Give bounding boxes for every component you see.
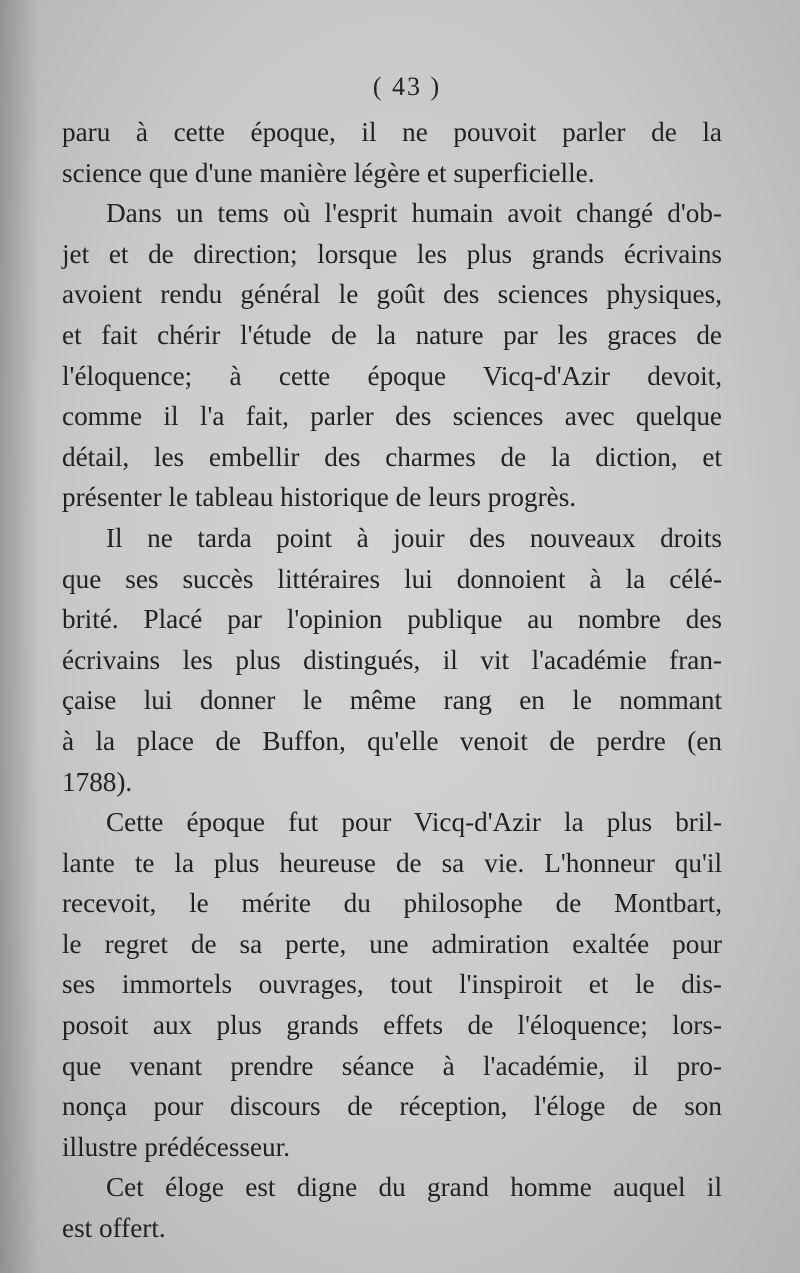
page-number: ( 43 ): [372, 72, 442, 101]
text-line: nonça pour discours de réception, l'éloge de son: [62, 1091, 722, 1122]
text-line: présenter le tableau historique de leurs progrès.: [62, 482, 577, 513]
text-line: jet et de direction; lorsque les plus grands écrivains: [62, 238, 722, 269]
text-line: écrivains les plus distingués, il vit l'académie fran-: [62, 644, 722, 675]
text-line: recevoit, le mérite du philosophe de Montbart,: [62, 888, 722, 919]
text-line: à la place de Buffon, qu'elle venoit de perdre (en: [62, 725, 722, 756]
text-line: que venant prendre séance à l'académie, il pro-: [62, 1050, 722, 1081]
paragraph-3: [62, 518, 722, 802]
text-line: comme il l'a fait, parler des sciences avec quelque: [62, 401, 722, 432]
text-line: paru à cette époque, il ne pouvoit parler de la: [62, 117, 722, 147]
text-line: Cet éloge est digne du grand homme auquel il: [106, 1172, 722, 1203]
text-line: illustre prédécesseur.: [62, 1131, 290, 1162]
text-line: ses immortels ouvrages, tout l'inspiroit et le dis-: [62, 969, 722, 1000]
paragraph-4: [62, 802, 722, 1167]
text-line: est offert.: [62, 1213, 166, 1244]
paragraph-5: [62, 1167, 722, 1248]
text-line: brité. Placé par l'opinion publique au nombre des: [62, 604, 722, 635]
text-line: Il ne tarda point à jouir des nouveaux droits: [106, 522, 722, 553]
paragraph-1: [62, 112, 722, 193]
text-line: lante te la plus heureuse de sa vie. L'honneur qu'il: [62, 847, 722, 878]
text-line: posoit aux plus grands effets de l'éloquence; lors-: [62, 1010, 722, 1041]
text-line: et fait chérir l'étude de la nature par les graces de: [62, 319, 722, 350]
text-line: le regret de sa perte, une admiration exaltée pour: [62, 928, 722, 959]
text-line: Cette époque fut pour Vicq-d'Azir la plus bril-: [106, 807, 722, 838]
text-line: détail, les embellir des charmes de la diction, et: [62, 441, 722, 472]
text-line: Dans un tems où l'esprit humain avoit changé d'ob-: [106, 198, 722, 229]
text-line: l'éloquence; à cette époque Vicq-d'Azir devoit,: [62, 360, 722, 391]
page-edge-shadow: [0, 0, 40, 1273]
text-line: science que d'une manière légère et superficielle.: [62, 157, 595, 188]
text-line: çaise lui donner le même rang en le nommant: [62, 685, 722, 716]
paragraph-2: [62, 193, 722, 518]
text-line: 1788).: [62, 766, 133, 797]
text-line: avoient rendu général le goût des sciences physiques,: [62, 279, 722, 310]
page-text: [62, 62, 722, 1249]
text-line: que ses succès littéraires lui donnoient à la célé-: [62, 563, 722, 594]
